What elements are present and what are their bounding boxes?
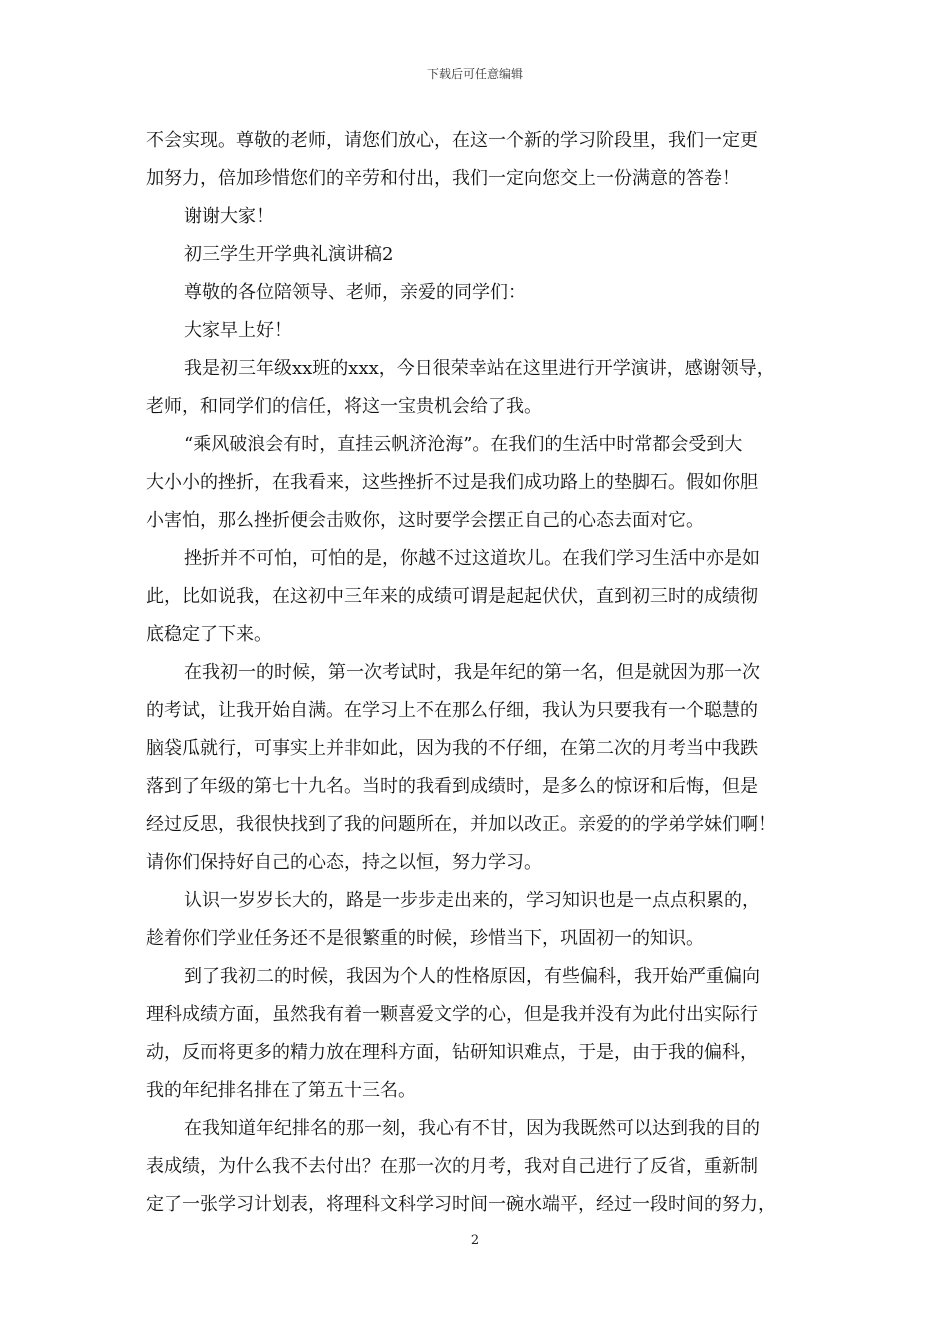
text-line: 我的年纪排名排在了第五十三名。 bbox=[146, 1080, 416, 1101]
text-line: 经过反思，我很快找到了我的问题所在，并加以改正。亲爱的的学弟学妹们啊！ bbox=[146, 814, 776, 835]
text-line: 加努力，倍加珍惜您们的辛劳和付出，我们一定向您交上一份满意的答卷！ bbox=[146, 168, 740, 189]
text-line: 小害怕，那么挫折便会击败你，这时要学会摆正自己的心态去面对它。 bbox=[146, 510, 704, 531]
text-line: 表成绩，为什么我不去付出？在那一次的月考，我对自己进行了反省，重新制 bbox=[146, 1156, 758, 1177]
text-line: 的考试，让我开始自满。在学习上不在那么仔细，我认为只要我有一个聪慧的 bbox=[146, 700, 758, 721]
text-line: 趁着你们学业任务还不是很繁重的时候，珍惜当下，巩固初一的知识。 bbox=[146, 928, 704, 949]
text-line: 谢谢大家！ bbox=[184, 206, 274, 227]
page-number: 2 bbox=[470, 1233, 480, 1248]
text-line: 动，反而将更多的精力放在理科方面，钻研知识难点，于是，由于我的偏科， bbox=[146, 1042, 758, 1063]
text-line: 大小小的挫折，在我看来，这些挫折不过是我们成功路上的垫脚石。假如你胆 bbox=[146, 472, 758, 493]
page-header: 下载后可任意编辑 bbox=[426, 67, 523, 81]
text-line: 到了我初二的时候，我因为个人的性格原因，有些偏科，我开始严重偏向 bbox=[184, 966, 760, 987]
text-line: 落到了年级的第七十九名。当时的我看到成绩时，是多么的惊讶和后悔，但是 bbox=[146, 776, 758, 797]
text-line: 大家早上好！ bbox=[184, 320, 292, 341]
text-line: 理科成绩方面，虽然我有着一颗喜爱文学的心，但是我并没有为此付出实际行 bbox=[146, 1004, 758, 1025]
text-line: 老师，和同学们的信任，将这一宝贵机会给了我。 bbox=[146, 396, 542, 417]
text-line: 尊敬的各位陪领导、老师，亲爱的同学们： bbox=[184, 282, 526, 303]
text-line: 底稳定了下来。 bbox=[146, 624, 272, 645]
text-line: 不会实现。尊敬的老师，请您们放心，在这一个新的学习阶段里，我们一定更 bbox=[146, 130, 758, 151]
text-line: 定了一张学习计划表，将理科文科学习时间一碗水端平，经过一段时间的努力， bbox=[146, 1194, 776, 1215]
text-line: 此，比如说我，在这初中三年来的成绩可谓是起起伏伏，直到初三时的成绩彻 bbox=[146, 586, 758, 607]
section-title: 初三学生开学典礼演讲稿2 bbox=[184, 244, 394, 265]
document-body bbox=[146, 122, 812, 1224]
text-line: 在我知道年纪排名的那一刻，我心有不甘，因为我既然可以达到我的目的 bbox=[184, 1118, 760, 1139]
text-line: 我是初三年级xx班的xxx，今日很荣幸站在这里进行开学演讲，感谢领导， bbox=[184, 358, 775, 379]
text-line: 挫折并不可怕，可怕的是，你越不过这道坎儿。在我们学习生活中亦是如 bbox=[184, 548, 760, 569]
text-line: “乘风破浪会有时，直挂云帆济沧海”。在我们的生活中时常都会受到大 bbox=[184, 434, 743, 455]
text-line: 脑袋瓜就行，可事实上并非如此，因为我的不仔细，在第二次的月考当中我跌 bbox=[146, 738, 758, 759]
text-line: 在我初一的时候，第一次考试时，我是年纪的第一名，但是就因为那一次 bbox=[184, 662, 760, 683]
text-line: 请你们保持好自己的心态，持之以恒，努力学习。 bbox=[146, 852, 542, 873]
text-line: 认识一岁岁长大的，路是一步步走出来的，学习知识也是一点点积累的， bbox=[184, 890, 760, 911]
